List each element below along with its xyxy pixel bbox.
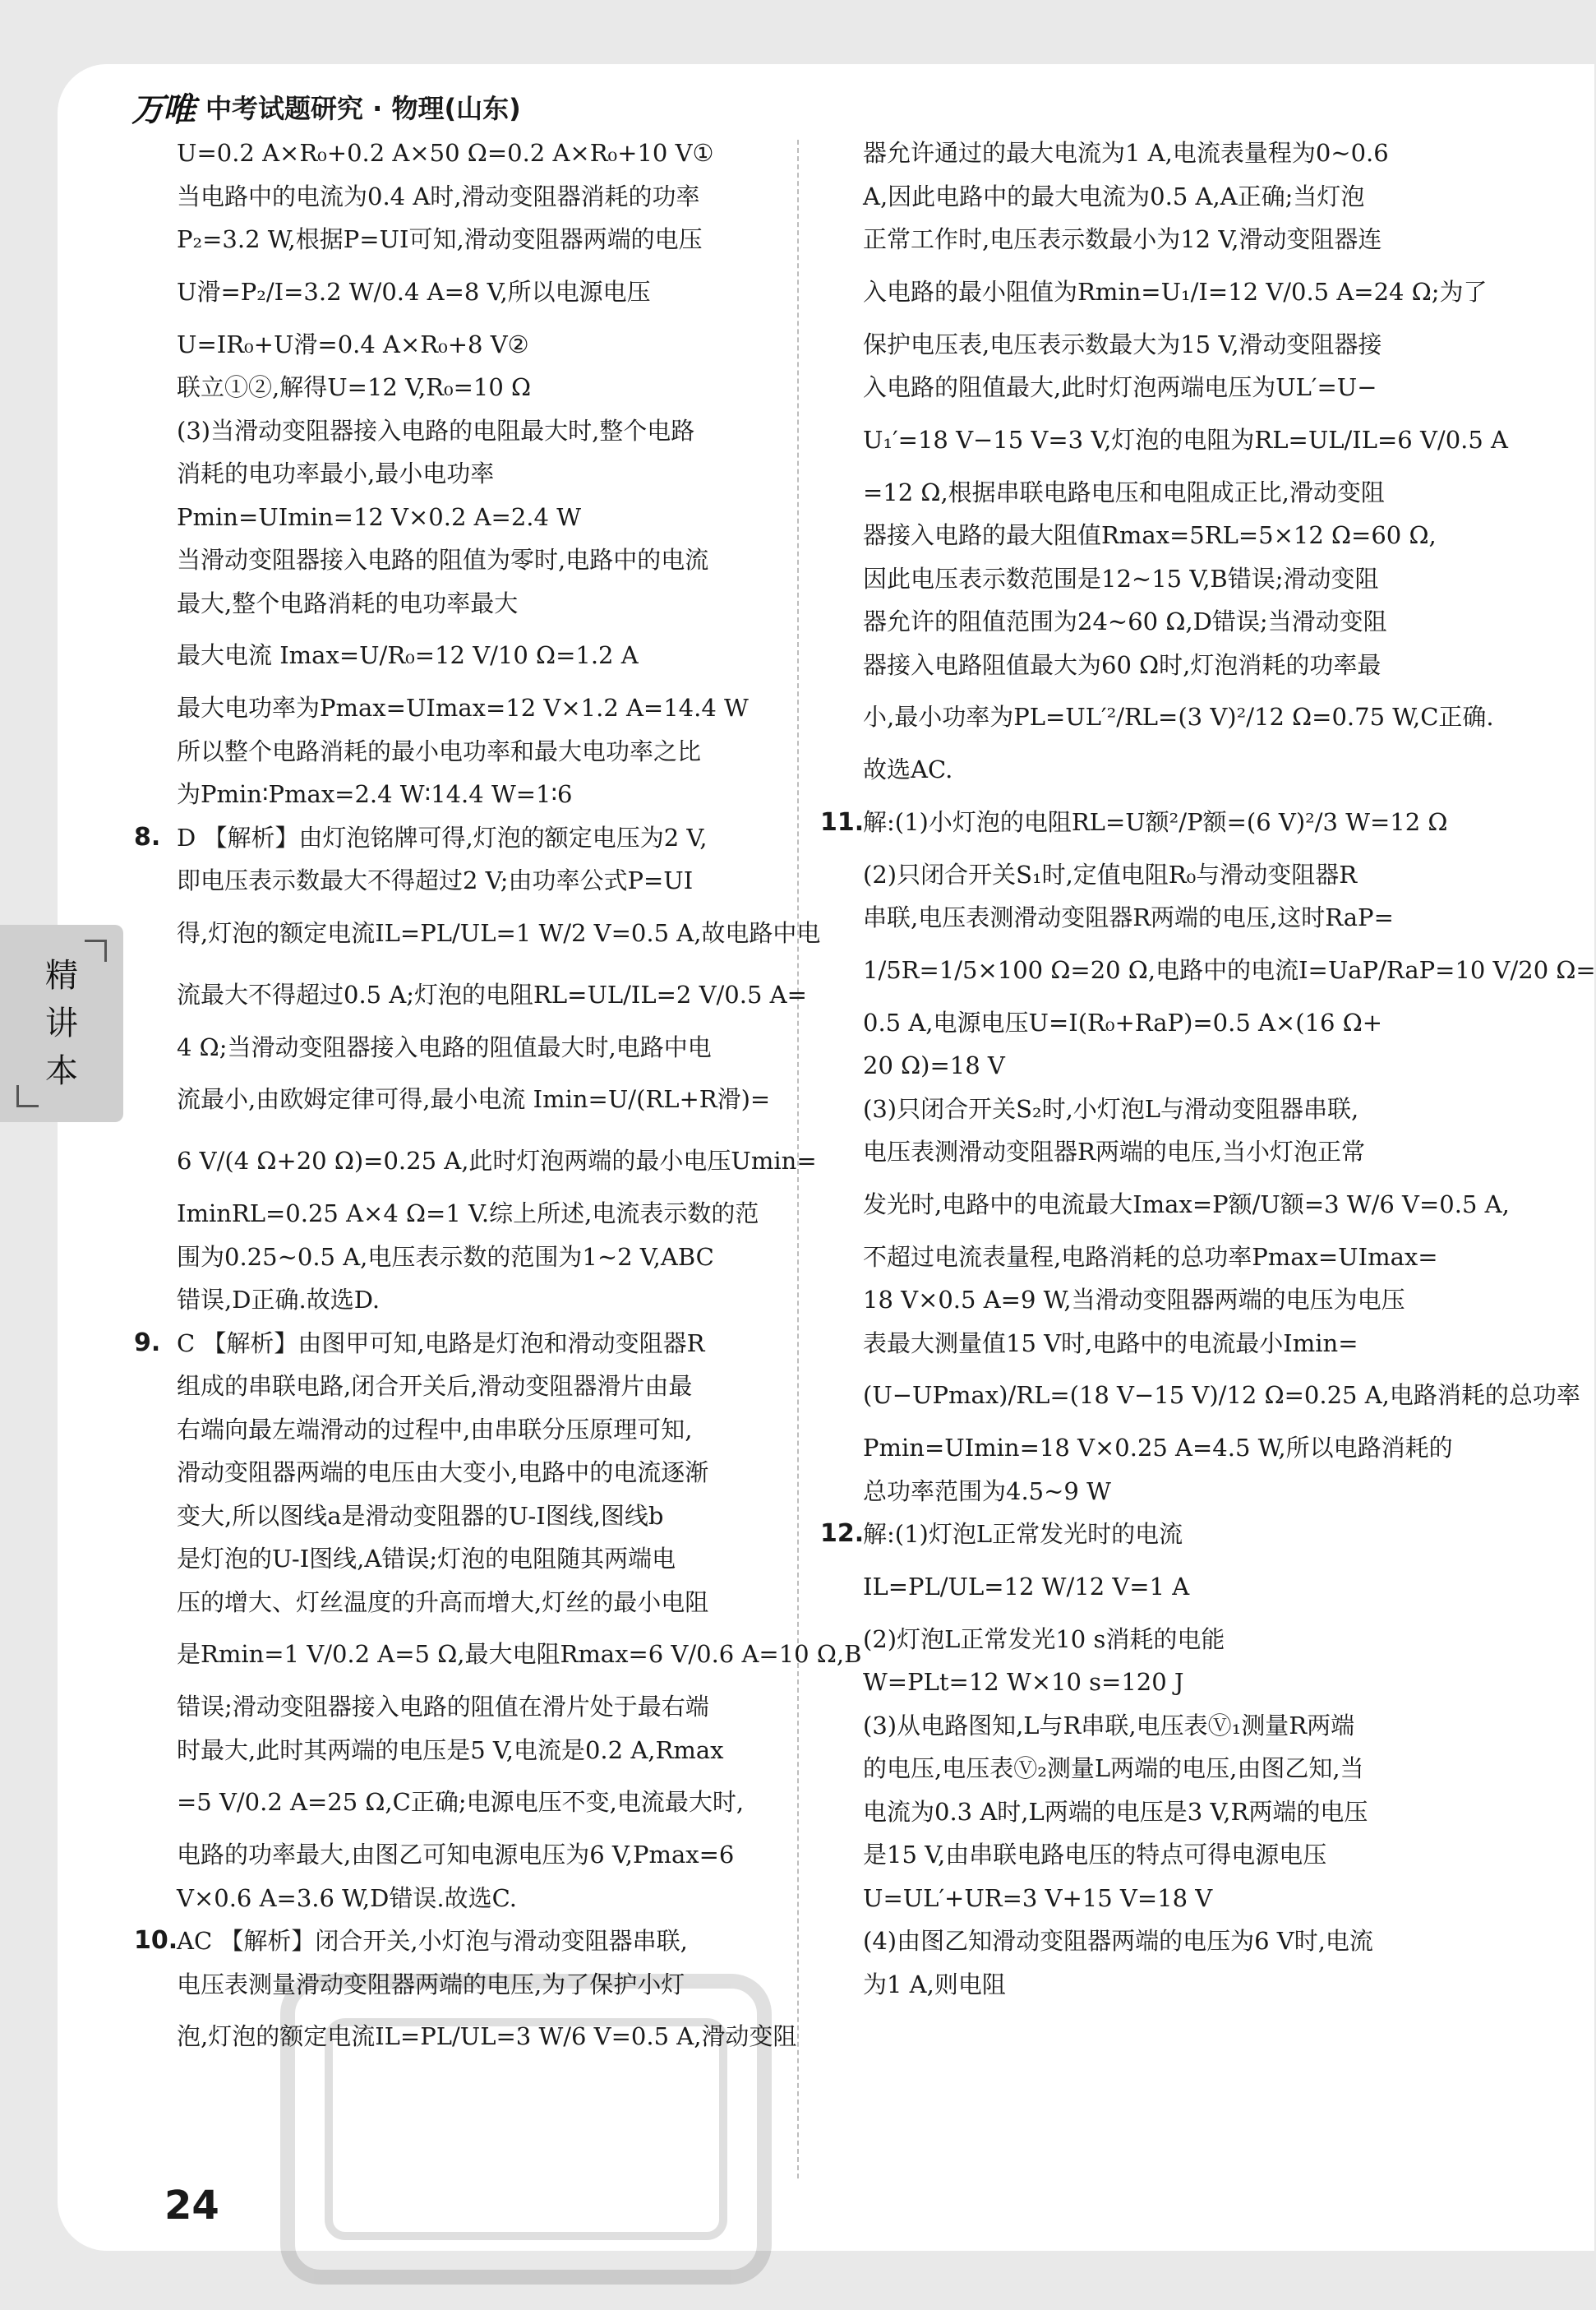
question-number: 8. <box>134 822 161 852</box>
line-text: 的电压,电压表Ⓥ₂测量L两端的电压,由图乙知,当 <box>863 1754 1364 1782</box>
line-text: 即电压表示数最大不得超过2 V;由功率公式P=UI <box>177 866 694 894</box>
text-line <box>177 538 777 582</box>
text-line <box>177 859 777 903</box>
line-text: 小,最小功率为PL=UL′²/RL=(3 V)²/12 Ω=0.75 W,C正确. <box>863 703 1494 731</box>
text-line <box>863 557 1463 601</box>
section-tab <box>0 925 123 1122</box>
text-line <box>863 1790 1463 1834</box>
question-start-line <box>134 1322 777 1365</box>
text-line <box>863 1322 1463 1365</box>
line-text: 电压表测滑动变阻器R两端的电压,当小灯泡正常 <box>863 1138 1366 1166</box>
line-text: U₁′=18 V−15 V=3 V,灯泡的电阻为RL=UL/IL=6 V/0.5 A <box>863 425 1508 454</box>
text-line <box>177 1365 777 1408</box>
line-text: (2)灯泡L正常发光10 s消耗的电能 <box>863 1624 1225 1653</box>
page-header <box>131 82 521 132</box>
line-text: 电流为0.3 A时,L两端的电压是3 V,R两端的电压 <box>863 1797 1368 1826</box>
line-text: 为Pmin∶Pmax=2.4 W∶14.4 W=1∶6 <box>177 780 573 808</box>
text-line <box>863 1426 1463 1470</box>
line-text: 右端向最左端滑动的过程中,由串联分压原理可知, <box>177 1415 693 1444</box>
text-line <box>177 1278 777 1322</box>
line-text: 联立①②,解得U=12 V,R₀=10 Ω <box>177 373 532 401</box>
text-line <box>863 1920 1463 1963</box>
watermark-stamp <box>271 1965 781 2294</box>
line-text: P₂=3.2 W,根据P=UI可知,滑动变阻器两端的电压 <box>177 225 703 253</box>
text-line <box>863 132 1463 175</box>
text-line <box>177 1130 817 1192</box>
text-line <box>177 1495 777 1538</box>
text-line <box>177 1451 777 1495</box>
text-line <box>863 1833 1463 1877</box>
line-text: 串联,电压表测滑动变阻器R两端的电压,这时RaP= <box>863 903 1394 931</box>
text-line <box>863 1088 1463 1131</box>
line-text: IminRL=0.25 A×4 Ω=1 V.综上所述,电流表示数的范 <box>177 1199 759 1227</box>
text-line <box>863 471 1463 515</box>
text-line <box>863 644 1463 687</box>
text-line <box>863 748 1463 792</box>
text-line <box>863 1556 1463 1618</box>
text-line <box>863 175 1463 219</box>
question-number: 10. <box>134 1926 178 1955</box>
text-line <box>863 323 1463 367</box>
line-text: 1/5R=1/5×100 Ω=20 Ω,电路中的电流I=UaP/RaP=10 V/20 Ω= <box>863 955 1596 984</box>
page-number: 24 <box>164 2183 219 2229</box>
line-text: 是灯泡的U-I图线,A错误;灯泡的电阻随其两端电 <box>177 1545 676 1573</box>
question-start-line <box>134 816 777 860</box>
tab-char: 讲 <box>45 1005 78 1042</box>
text-line <box>863 1044 1463 1088</box>
book-title: 中考试题研究 · 物理(山东) <box>205 93 521 124</box>
question-start-line <box>820 792 1463 853</box>
text-line <box>177 903 821 964</box>
text-line <box>177 773 777 816</box>
text-line <box>177 323 777 367</box>
right-column <box>820 132 1596 2006</box>
line-text: 最大电流 Imax=U/R₀=12 V/10 Ω=1.2 A <box>177 641 639 669</box>
text-line <box>177 1685 777 1729</box>
tab-char: 精 <box>45 957 78 995</box>
line-text: U=0.2 A×R₀+0.2 A×50 Ω=0.2 A×R₀+10 V① <box>177 139 714 167</box>
text-line <box>863 940 1596 1001</box>
line-text: V×0.6 A=3.6 W,D错误.故选C. <box>177 1883 517 1912</box>
line-text: 组成的串联电路,闭合开关后,滑动变阻器滑片由最 <box>177 1372 693 1400</box>
line-text: (4)由图乙知滑动变阻器两端的电压为6 V时,电流 <box>863 1927 1373 1955</box>
line-text: Pmin=UImin=18 V×0.25 A=4.5 W,所以电路消耗的 <box>863 1434 1453 1462</box>
line-text: (2)只闭合开关S₁时,定值电阻R₀与滑动变阻器R <box>863 860 1358 889</box>
line-text: 最大电功率为Pmax=UImax=12 V×1.2 A=14.4 W <box>177 694 749 722</box>
line-text: 18 V×0.5 A=9 W,当滑动变阻器两端的电压为电压 <box>863 1286 1405 1314</box>
question-start-line <box>134 1920 777 1963</box>
line-text: (U−UPmax)/RL=(18 V−15 V)/12 Ω=0.25 A,电路消耗的总功率 <box>863 1381 1580 1409</box>
line-text: A,因此电路中的最大电流为0.5 A,A正确;当灯泡 <box>863 182 1365 210</box>
text-line <box>177 175 777 219</box>
line-text: 器允许通过的最大电流为1 A,电流表量程为0~0.6 <box>863 139 1389 167</box>
line-text: 是15 V,由串联电路电压的特点可得电源电压 <box>863 1841 1327 1869</box>
line-text: 不超过电流表量程,电路消耗的总功率Pmax=UImax= <box>863 1242 1438 1271</box>
line-text: 6 V/(4 Ω+20 Ω)=0.25 A,此时灯泡两端的最小电压Umin= <box>177 1147 817 1175</box>
line-text: =5 V/0.2 A=25 Ω,C正确;电源电压不变,电流最大时, <box>177 1788 745 1816</box>
text-line <box>177 1772 777 1833</box>
text-line <box>863 1365 1580 1426</box>
line-text: 总功率范围为4.5~9 W <box>863 1476 1111 1505</box>
line-text: 错误,D正确.故选D. <box>177 1286 381 1314</box>
text-line <box>863 218 1463 261</box>
line-text: =12 Ω,根据串联电路电压和电阻成正比,滑动变阻 <box>863 478 1385 506</box>
text-line <box>863 686 1494 748</box>
text-line <box>863 1747 1463 1790</box>
line-text: 错误;滑动变阻器接入电路的阻值在滑片处于最右端 <box>177 1693 709 1721</box>
line-text: C 【解析】由图甲可知,电路是灯泡和滑动变阻器R <box>177 1328 705 1357</box>
line-text: 器接入电路的最大阻值Rmax=5RL=5×12 Ω=60 Ω, <box>863 521 1437 549</box>
question-number: 12. <box>820 1519 865 1548</box>
tab-bracket-bottom <box>16 1085 39 1107</box>
text-line <box>177 1624 862 1685</box>
line-text: 为1 A,则电阻 <box>863 1970 1006 1998</box>
text-line <box>863 600 1463 644</box>
line-text: 时最大,此时其两端的电压是5 V,电流是0.2 A,Rmax <box>177 1735 724 1764</box>
text-line <box>863 1174 1510 1236</box>
text-line <box>177 1537 777 1581</box>
question-start-line <box>820 1513 1463 1556</box>
line-text: 泡,灯泡的额定电流IL=PL/UL=3 W/6 V=0.5 A,滑动变阻 <box>177 2022 797 2050</box>
text-line <box>177 1069 777 1130</box>
text-line <box>863 1963 1463 2007</box>
text-line <box>863 409 1508 471</box>
text-line <box>177 132 777 175</box>
line-text: 流最大不得超过0.5 A;灯泡的电阻RL=UL/IL=2 V/0.5 A= <box>177 980 807 1009</box>
brand-logo: 万唯 <box>131 90 194 129</box>
line-text: 发光时,电路中的电流最大Imax=P额/U额=3 W/6 V=0.5 A, <box>863 1190 1510 1218</box>
line-text: 最大,整个电路消耗的电功率最大 <box>177 589 519 617</box>
text-line <box>177 582 777 626</box>
text-line <box>177 366 777 409</box>
line-text: 器接入电路阻值最大为60 Ω时,灯泡消耗的功率最 <box>863 650 1382 679</box>
line-text: (3)当滑动变阻器接入电路的电阻最大时,整个电路 <box>177 416 695 445</box>
line-text: 入电路的最小阻值为Rmin=U₁/I=12 V/0.5 A=24 Ω;为了 <box>863 277 1488 306</box>
line-text: 正常工作时,电压表示数最小为12 V,滑动变阻器连 <box>863 225 1382 253</box>
text-line <box>177 1026 777 1070</box>
line-text: 入电路的阻值最大,此时灯泡两端电压为UL′=U− <box>863 373 1377 401</box>
line-text: U滑=P₂/I=3.2 W/0.4 A=8 V,所以电源电压 <box>177 277 651 306</box>
line-text: 当电路中的电流为0.4 A时,滑动变阻器消耗的功率 <box>177 182 700 210</box>
text-line <box>177 964 807 1026</box>
text-line <box>863 1470 1463 1513</box>
text-line <box>863 1704 1463 1748</box>
line-text: 围为0.25~0.5 A,电压表示数的范围为1~2 V,ABC <box>177 1242 714 1271</box>
text-line <box>863 1661 1463 1704</box>
text-line <box>177 1408 777 1452</box>
line-text: 流最小,由欧姆定律可得,最小电流 Imin=U/(RL+R滑)= <box>177 1085 771 1113</box>
text-line <box>863 853 1463 897</box>
text-line <box>863 1877 1463 1920</box>
line-text: (3)从电路图知,L与R串联,电压表Ⓥ₁测量R两端 <box>863 1711 1355 1739</box>
line-text: 器允许的阻值范围为24~60 Ω,D错误;当滑动变阻 <box>863 608 1387 635</box>
text-line <box>863 1618 1463 1661</box>
text-line <box>177 261 777 323</box>
line-text: 表最大测量值15 V时,电路中的电流最小Imin= <box>863 1328 1358 1357</box>
text-line <box>177 1729 777 1772</box>
text-line <box>863 896 1463 940</box>
line-text: U=UL′+UR=3 V+15 V=18 V <box>863 1883 1213 1912</box>
tab-char: 本 <box>45 1052 78 1090</box>
line-text: 解:(1)灯泡L正常发光时的电流 <box>863 1520 1183 1548</box>
line-text: (3)只闭合开关S₂时,小灯泡L与滑动变阻器串联, <box>863 1094 1359 1123</box>
text-line <box>177 686 777 730</box>
line-text: 0.5 A,电源电压U=I(R₀+RaP)=0.5 A×(16 Ω+ <box>863 1008 1383 1037</box>
text-line <box>177 496 777 539</box>
text-line <box>177 218 777 261</box>
line-text: 消耗的电功率最小,最小电功率 <box>177 460 495 487</box>
text-line <box>863 1001 1463 1045</box>
line-text: 20 Ω)=18 V <box>863 1051 1005 1079</box>
text-line <box>863 514 1463 557</box>
text-line <box>177 1833 777 1877</box>
line-text: 4 Ω;当滑动变阻器接入电路的阻值最大时,电路中电 <box>177 1033 712 1061</box>
text-line <box>863 261 1488 323</box>
line-text: 保护电压表,电压表示数最大为15 V,滑动变阻器接 <box>863 330 1382 358</box>
text-line <box>177 1877 777 1920</box>
line-text: 所以整个电路消耗的最小电功率和最大电功率之比 <box>177 737 702 765</box>
text-line <box>863 1130 1463 1174</box>
text-line <box>177 1192 777 1236</box>
line-text: 因此电压表示数范围是12~15 V,B错误;滑动变阻 <box>863 564 1379 593</box>
question-number: 11. <box>820 807 865 837</box>
line-text: 电压表测量滑动变阻器两端的电压,为了保护小灯 <box>177 1970 685 1998</box>
question-number: 9. <box>134 1328 161 1357</box>
text-line <box>863 1236 1463 1279</box>
line-text: 是Rmin=1 V/0.2 A=5 Ω,最大电阻Rmax=6 V/0.6 A=10 Ω,B <box>177 1640 862 1668</box>
text-line <box>177 409 777 453</box>
line-text: 电路的功率最大,由图乙可知电源电压为6 V,Pmax=6 <box>177 1841 735 1869</box>
line-text: IL=PL/UL=12 W/12 V=1 A <box>863 1572 1190 1601</box>
text-line <box>863 366 1463 409</box>
text-line <box>177 625 777 686</box>
line-text: 压的增大、灯丝温度的升高而增大,灯丝的最小电阻 <box>177 1587 709 1616</box>
line-text: AC 【解析】闭合开关,小灯泡与滑动变阻器串联, <box>177 1927 688 1955</box>
text-line <box>863 1278 1463 1322</box>
line-text: 解:(1)小灯泡的电阻RL=U额²/P额=(6 V)²/3 W=12 Ω <box>863 807 1448 836</box>
line-text: D 【解析】由灯泡铭牌可得,灯泡的额定电压为2 V, <box>177 823 708 852</box>
tab-bracket-top <box>85 940 107 962</box>
line-text: W=PLt=12 W×10 s=120 J <box>863 1668 1184 1696</box>
line-text: 当滑动变阻器接入电路的阻值为零时,电路中的电流 <box>177 546 709 574</box>
text-line <box>177 730 777 774</box>
line-text: 变大,所以图线a是滑动变阻器的U-I图线,图线b <box>177 1501 664 1530</box>
line-text: U=IR₀+U滑=0.4 A×R₀+8 V② <box>177 330 529 358</box>
text-line <box>177 452 777 496</box>
text-line <box>177 1236 777 1279</box>
text-line <box>177 1581 777 1624</box>
line-text: 得,灯泡的额定电流IL=PL/UL=1 W/2 V=0.5 A,故电路中电 <box>177 918 821 947</box>
line-text: Pmin=UImin=12 V×0.2 A=2.4 W <box>177 502 581 531</box>
line-text: 故选AC. <box>863 755 953 783</box>
line-text: 滑动变阻器两端的电压由大变小,电路中的电流逐渐 <box>177 1458 709 1486</box>
